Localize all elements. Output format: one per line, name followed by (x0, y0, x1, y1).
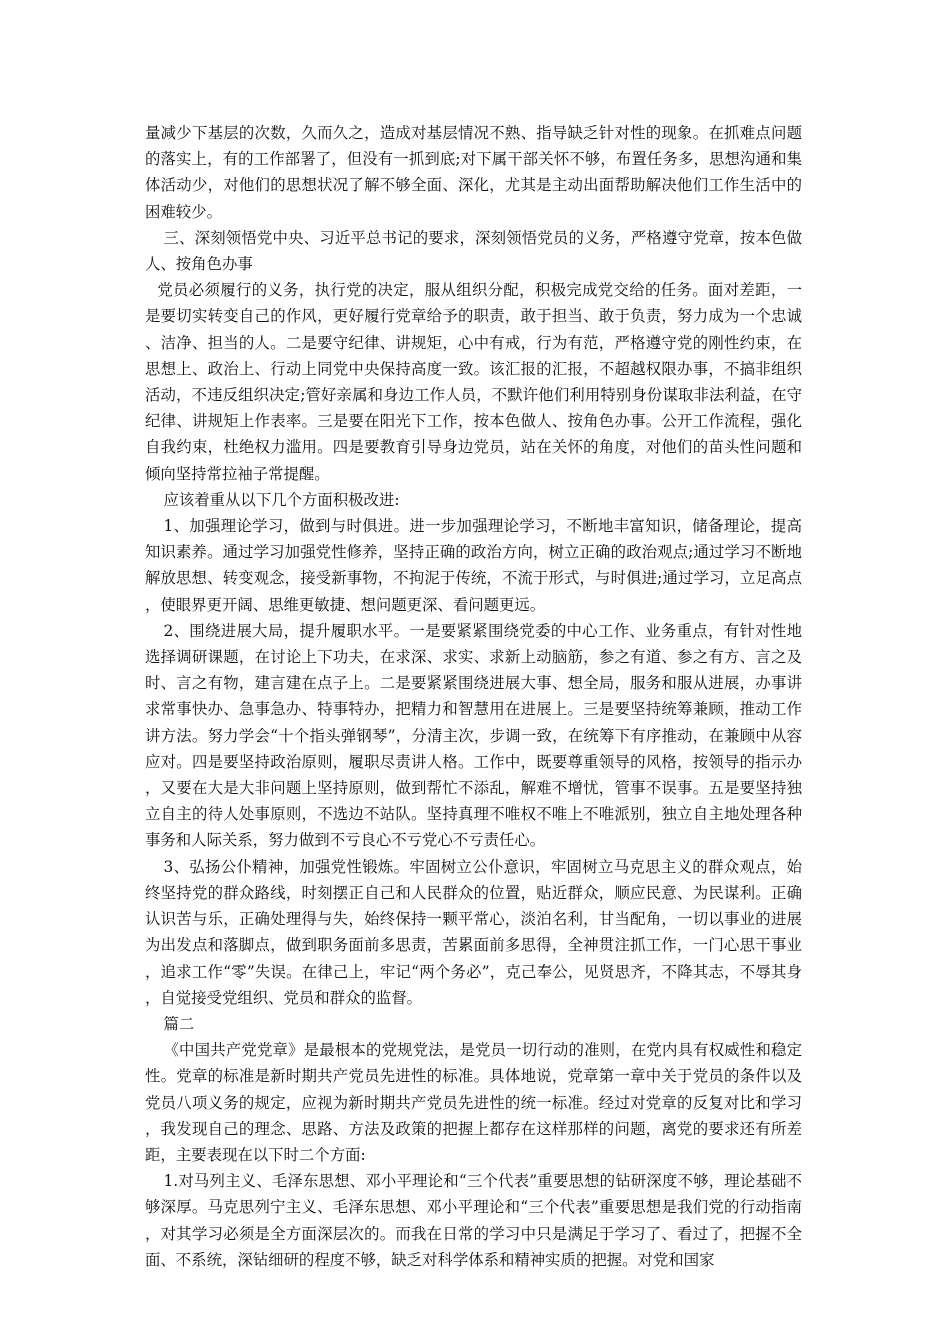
paragraph-improvement-intro: 应该着重从以下几个方面积极改进: (163, 490, 400, 509)
list-item-theory-study: 1、加强理论学习，做到与时俱进。进一步加强理论学习，不断地丰富知识，储备理论，提高知识素养。通过学习加强党性修养，坚持正确的政治方向，树立正确的政治观点;通过学习不断地解放思想、转变观念，接受新事物，不拘泥于传统，不流于形式，与时俱进;通过学习，立足高点，使眼界更开阔、思维更敏捷、想问题更深、看问题更远。 (145, 517, 802, 614)
section-heading-three: 三、深刻领悟党中央、习近平总书记的要求，深刻领悟党员的义务，严格遵守党章，按本色做人、按角色办事 (145, 228, 802, 274)
list-item-development: 2、围绕进展大局，提升履职水平。一是要紧紧围绕党委的中心工作、业务重点，有针对性地选择调研课题，在讨论上下功夫，在求深、求实、求新上动脑筋，参之有道、参之有方、言之及时、言之有物，建言建在点子上。二是要紧紧围绕进展大事、想全局，服务和服从进展，办事讲求常事快办、急事急办、特事特办，把精力和智慧用在进展上。三是要坚持统筹兼顾，推动工作讲方法。努力学会“十个指头弹钢琴”，分清主次，步调一致，在统筹下有序推动，在兼顾中从容应对。四是要坚持政治原则，履职尽责讲人格。工作中，既要尊重领导的风格，按领导的指示办，又要在大是大非问题上坚持原则，做到帮忙不添乱，解难不增忧，管事不误事。五是要坚持独立自主的待人处事原则，不选边不站队。坚持真理不唯权不唯上不唯派别，独立自主地处理各种事务和人际关系，努力做到不亏良心不亏党心不亏责任心。 (145, 621, 802, 850)
paragraph-continuation: 量减少下基层的次数，久而久之，造成对基层情况不熟、指导缺乏针对性的现象。在抓难点问题的落实上，有的工作部署了，但没有一抓到底;对下属干部关怀不够，布置任务多，思想沟通和集体活动少，对他们的思想状况了解不够全面、深化，尤其是主动出面帮助解决他们工作生活中的困难较少。 (145, 124, 802, 221)
list-item-marxism-study: 1.对马列主义、毛泽东思想、邓小平理论和“三个代表”重要思想的钻研深度不够，理论基础不够深厚。马克思列宁主义、毛泽东思想、邓小平理论和“三个代表”重要思想是我们党的行动指南，对其学习必须是全方面深层次的。而我在日常的学习中只是满足于学习了、看过了，把握不全面、不系统，深钻细研的程度不够，缺乏对科学体系和精神实质的把握。对党和国家 (145, 1172, 802, 1269)
paragraph-party-duties: 党员必须履行的义务，执行党的决定，服从组织分配，积极完成党交给的任务。面对差距，一是要切实转变自己的作风，更好履行党章给予的职责，敢于担当、敢于负责，努力成为一个忠诚、洁净、担当的人。二是要守纪律、讲规矩，心中有戒，行为有范，严格遵守党的刚性约束，在思想上、政治上、行动上同党中央保持高度一致。该汇报的汇报，不超越权限办事，不搞非组织活动，不违反组织决定;管好亲属和身边工作人员，不默许他们利用特别身份谋取非法利益，在守纪律、讲规矩上作表率。三是要在阳光下工作，按本色做人、按角色办事。公开工作流程，强化自我约束，杜绝权力滥用。四是要教育引导身边党员，站在关怀的角度，对他们的苗头性问题和倾向坚持常拉袖子常提醒。 (145, 281, 802, 483)
document-page (145, 120, 802, 1273)
list-item-public-servant: 3、弘扬公仆精神，加强党性锻炼。牢固树立公仆意识，牢固树立马克思主义的群众观点，始终坚持党的群众路线，时刻摆正自己和人民群众的位置，贴近群众，顺应民意、为民谋利。正确认识苦与乐，正确处理得与失，始终保持一颗平常心，淡泊名利，甘当配角，一切以事业的进展为出发点和落脚点，做到职务面前多思责，苦累面前多思得，全神贯注抓工作，一门心思干事业，追求工作“零”失误。在律己上，牢记“两个务必”，克己奉公，见贤思齐，不降其志，不辱其身，自觉接受党组织、党员和群众的监督。 (145, 857, 802, 1007)
part-two-heading: 篇二 (163, 1014, 195, 1033)
paragraph-party-constitution: 《中国共产党党章》是最根本的党规党法，是党员一切行动的准则，在党内具有权威性和稳定性。党章的标准是新时期共产党员先进性的标准。具体地说，党章第一章中关于党员的条件以及党员八项义务的规定，应视为新时期共产党员先进性的统一标准。经过对党章的反复对比和学习，我发现自己的理念、思路、方法及政策的把握上都存在这样那样的问题，离党的要求还有所差距，主要表现在以下时二个方面: (145, 1041, 802, 1164)
